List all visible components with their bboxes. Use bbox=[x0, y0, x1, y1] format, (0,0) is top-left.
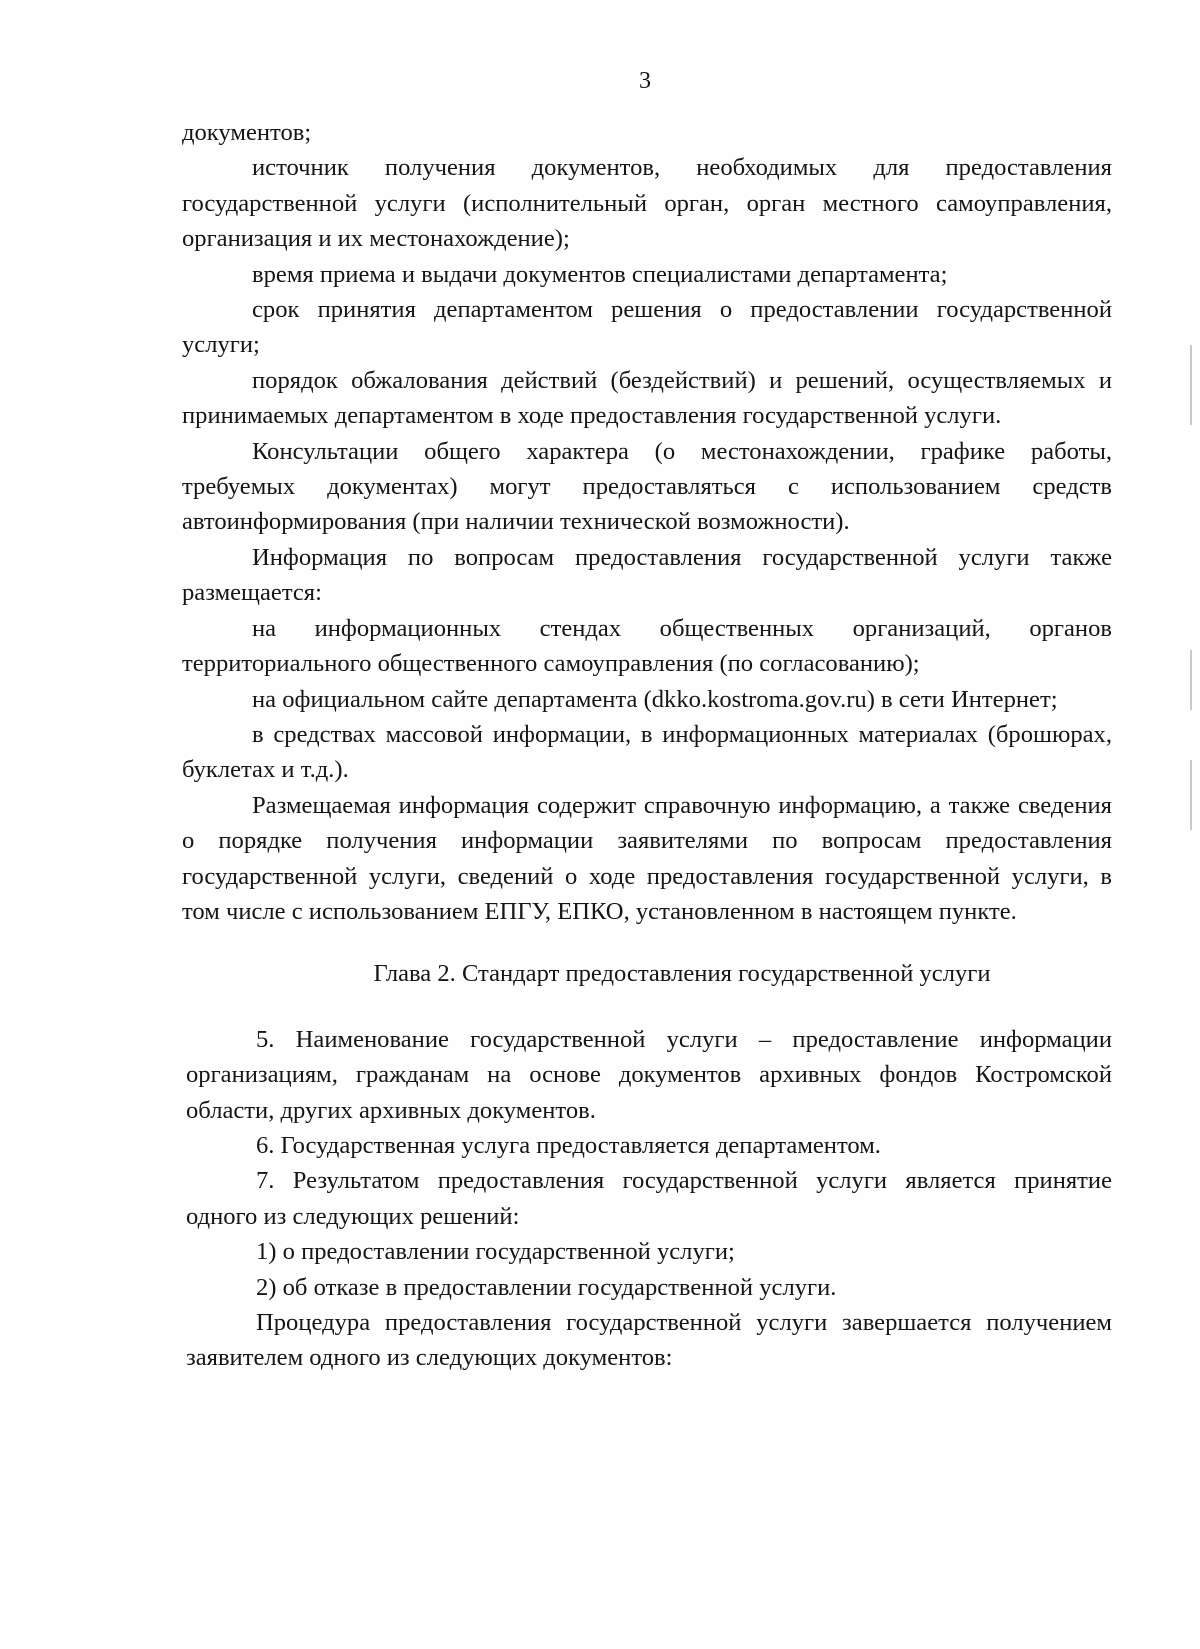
paragraph: срок принятия департаментом решения о предоставлении государственной услуги; bbox=[182, 296, 1112, 359]
paragraph: 1) о предоставлении государственной услуги; bbox=[256, 1238, 735, 1266]
paragraph: Информация по вопросам предоставления государственной услуги также размещается: bbox=[182, 543, 1112, 607]
paragraph: порядок обжалования действий (бездействий) и решений, осуществляемых и принимаемых департаментом в ходе предоставления государственной услуги. bbox=[182, 366, 1112, 430]
paragraph: в средствах массовой информации, в информационных материалах (брошюрах, буклетах и т.д.). bbox=[182, 720, 1112, 784]
paragraph: Размещаемая информация содержит справочную информацию, а также сведения о порядке получения информации заявителями по вопросам предоставления государственной услуги, сведений о ходе предоставления государственной услуги, в том числе с использованием ЕПГУ, ЕПКО, установленном в настоящем пункте. bbox=[182, 791, 1112, 925]
paragraph: документов; bbox=[182, 119, 312, 146]
paragraph: 2) об отказе в предоставлении государственной услуги. bbox=[256, 1273, 837, 1301]
paragraph: 7. Результатом предоставления государственной услуги является принятие одного из следующих решений: bbox=[186, 1167, 1112, 1230]
paragraph: на информационных стендах общественных организаций, органов территориального общественного самоуправления (по согласованию); bbox=[182, 614, 1112, 678]
scan-edge-mark bbox=[1190, 760, 1192, 830]
scan-edge-mark bbox=[1190, 345, 1192, 425]
section-after-chapter bbox=[182, 1022, 1112, 1376]
paragraph: время приема и выдачи документов специалистами департамента; bbox=[252, 260, 948, 288]
paragraph: на официальном сайте департамента (dkko.kostroma.gov.ru) в сети Интернет; bbox=[252, 685, 1058, 713]
document-body bbox=[182, 115, 1112, 1376]
paragraph: Консультации общего характера (о местонахождении, графике работы, требуемых документах) могут предоставляться с использованием средств автоинформирования (при наличии технической возможности). bbox=[182, 437, 1112, 536]
paragraph: 6. Государственная услуга предоставляется департаментом. bbox=[256, 1131, 881, 1159]
paragraph: источник получения документов, необходимых для предоставления государственной услуги (исполнительный орган, орган местного самоуправления, организация и их местонахождение); bbox=[182, 154, 1112, 253]
chapter-title: Глава 2. Стандарт предоставления государственной услуги bbox=[373, 960, 991, 988]
section-before-chapter bbox=[182, 115, 1112, 929]
scan-edge-mark bbox=[1190, 650, 1192, 710]
page-number: 3 bbox=[639, 68, 651, 94]
paragraph: Процедура предоставления государственной услуги завершается получением заявителем одного из следующих документов: bbox=[186, 1309, 1112, 1372]
paragraph: 5. Наименование государственной услуги – предоставление информации организациям, гражданам на основе документов архивных фондов Костромской области, других архивных документов. bbox=[186, 1025, 1112, 1124]
